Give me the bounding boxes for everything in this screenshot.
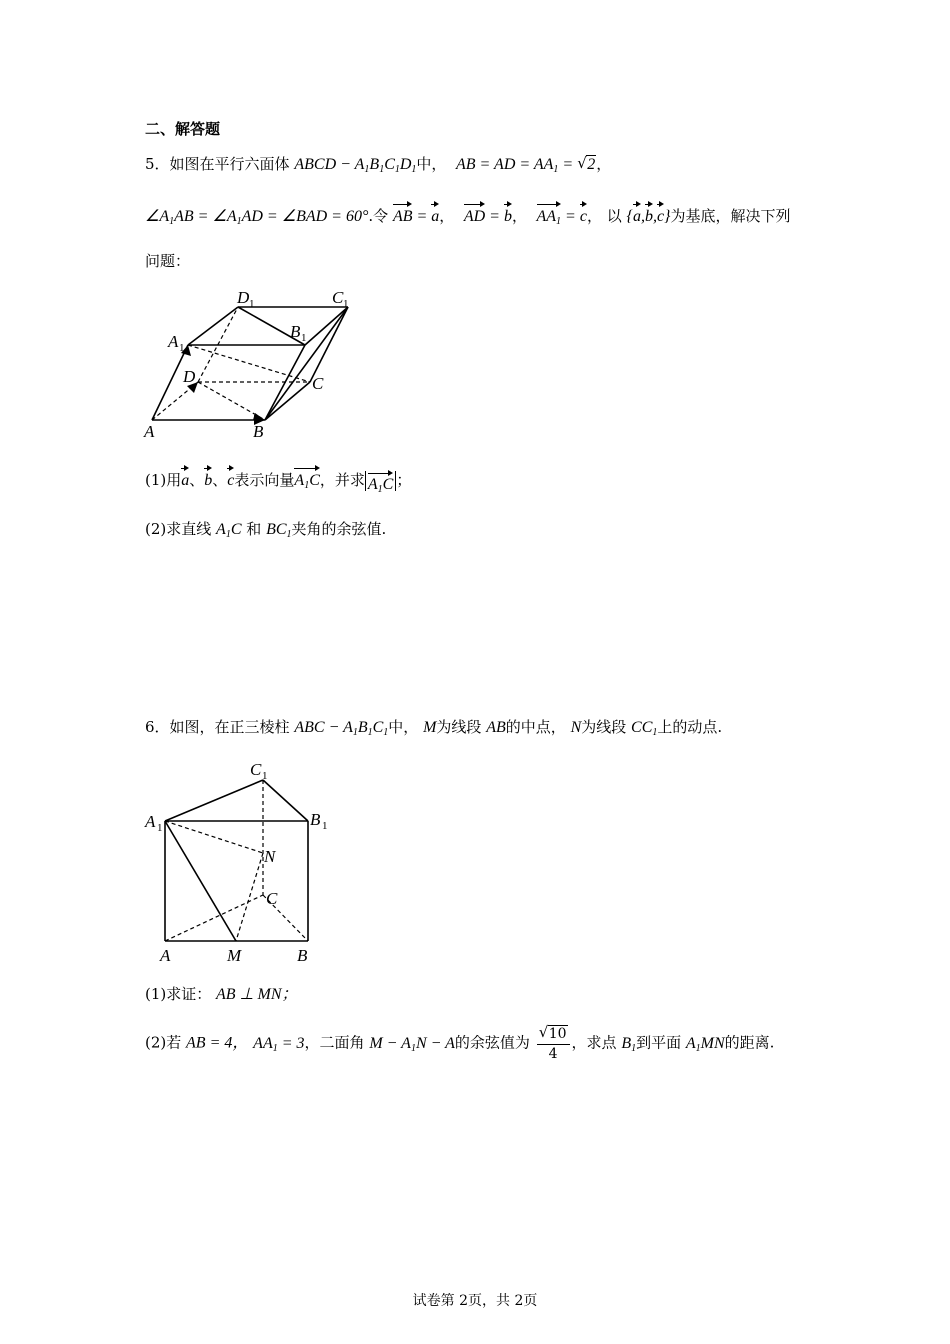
- label-M: M: [227, 946, 242, 965]
- q6-part1-label: (1)求证：: [145, 985, 212, 1003]
- q5-intro: 如图在平行六面体: [169, 155, 290, 173]
- q5-let: 令: [373, 207, 389, 225]
- q5-basis-post: 为基底，解决下列: [670, 207, 791, 225]
- q5-condition: AB = AD = $AA_1$ = √ 2: [455, 154, 596, 175]
- q6-prism: ABC − $A_1B_1C_1$: [294, 719, 389, 738]
- q5-angles: $\angle A_1AB$ = $\angle A_1AD$ = ∠BAD = 60°: [145, 208, 369, 227]
- label-A: A: [160, 946, 171, 965]
- label-C: C: [266, 889, 278, 908]
- label-B1-sub: 1: [301, 332, 307, 344]
- q5-part2: (2)求直线 $A_1C$ 和 $BC_1$夹角的余弦值.: [145, 520, 387, 540]
- label-A1-sub: 1: [157, 822, 163, 834]
- label-A1: A: [145, 812, 156, 831]
- q6-part2-tail2: 到平面: [636, 1033, 682, 1052]
- q6-text-3: 为线段: [436, 718, 482, 736]
- q6-frac-den: 4: [548, 1046, 558, 1062]
- q5-parallelepiped-figure: [140, 285, 370, 445]
- q5-line-3: 问题：: [145, 252, 191, 270]
- q6-part2-cos: 的余弦值为: [454, 1033, 530, 1052]
- q6-intro: 如图，在正三棱柱: [169, 718, 290, 736]
- label-C1-sub: 1: [343, 298, 349, 310]
- label-C1: C: [250, 760, 262, 779]
- label-D1-sub: 1: [249, 298, 255, 310]
- q5-part1-pre: (1)用: [145, 471, 182, 489]
- q6-part2-pre: (2)若: [145, 1033, 182, 1052]
- q6-text-4: 的中点，: [505, 718, 566, 736]
- label-C: C: [312, 374, 324, 393]
- q6-part1: [145, 983, 298, 1006]
- q6-line-1: 6．如图，在正三棱柱 ABC − $A_1B_1C_1$中， M为线段 AB的中点， N为线段 $CC_1$上的动点.: [145, 718, 723, 738]
- q5-vec-ad: AD = b: [464, 208, 512, 225]
- q5-part2-pre: (2)求直线: [145, 520, 212, 538]
- label-B: B: [297, 946, 308, 965]
- q6-text-5: 为线段: [581, 718, 627, 736]
- q5-basis-set: {a,b,c}: [627, 208, 671, 225]
- q6-prism-figure: [140, 755, 350, 970]
- label-B: B: [253, 422, 264, 441]
- q5-vec-aa1: $AA_1 = c$: [537, 208, 587, 225]
- q5-number: 5．: [145, 155, 170, 173]
- q5-solid: ABCD − $A_1B_1C_1D_1$: [294, 156, 417, 175]
- q6-number: 6．: [145, 718, 170, 736]
- q5-part2-post: 夹角的余弦值.: [291, 520, 387, 538]
- label-A1: A: [168, 332, 179, 351]
- label-D1: D: [237, 288, 250, 307]
- q6-text-6: 上的动点.: [657, 718, 723, 736]
- q6-part2-tail3: 的距离.: [724, 1033, 775, 1052]
- label-C1-sub: 1: [262, 770, 268, 782]
- q5-zhong: 中，: [416, 155, 447, 173]
- q5-line-2: $\angle A_1AB$ = $\angle A_1AD$ = ∠BAD = 60°.令 AB = a， AD = b， $AA_1 = c$， 以 {a,b,c}为基底，解决下列: [145, 202, 790, 233]
- label-B1-sub: 1: [322, 820, 328, 832]
- q6-fraction: √ 10 4: [537, 1024, 570, 1063]
- label-C1: C: [332, 288, 344, 307]
- page-footer: 试卷第 2页，共 2页: [412, 1293, 538, 1309]
- q5-part2-mid: 和: [246, 520, 262, 538]
- label-B1: B: [310, 810, 321, 829]
- q6-part2-mid: 二面角: [319, 1033, 365, 1052]
- q6-part2-tail1: ，求点: [571, 1033, 617, 1052]
- label-B1: B: [290, 322, 301, 341]
- q5-part1-mid: 表示向量: [234, 471, 295, 489]
- label-D: D: [183, 367, 196, 386]
- section-title: 二、解答题: [145, 120, 221, 138]
- q5-part1-post: ，并求: [319, 471, 365, 489]
- q6-part2-ab: AB = 4，: [186, 1034, 249, 1052]
- q6-part2: (2)若 AB = 4， $AA_1 = 3$，二面角 $M - A_1N - A$的余弦值为 √ 10 4 ，求点 $B_1$到平面 $A_1MN$的距离.: [145, 1023, 775, 1062]
- q5-part1: (1)用a、b、c表示向量$A_1C$，并求 $A_1C$ ；: [145, 466, 411, 497]
- label-N: N: [264, 847, 276, 866]
- q6-frac-num: 10: [548, 1026, 567, 1042]
- q6-part1-formula: AB ⊥ MN；: [216, 986, 298, 1003]
- label-A: A: [144, 422, 155, 441]
- q5-line-1: 5．如图在平行六面体 ABCD − $A_1B_1C_1D_1$中， AB = AD = $AA_1$ = √ 2，: [145, 154, 612, 175]
- q6-text-2: 中，: [388, 718, 419, 736]
- q5-vec-ab: AB = a: [393, 208, 439, 225]
- q5-basis-pre: 以: [606, 207, 622, 225]
- label-A1-sub: 1: [179, 342, 185, 354]
